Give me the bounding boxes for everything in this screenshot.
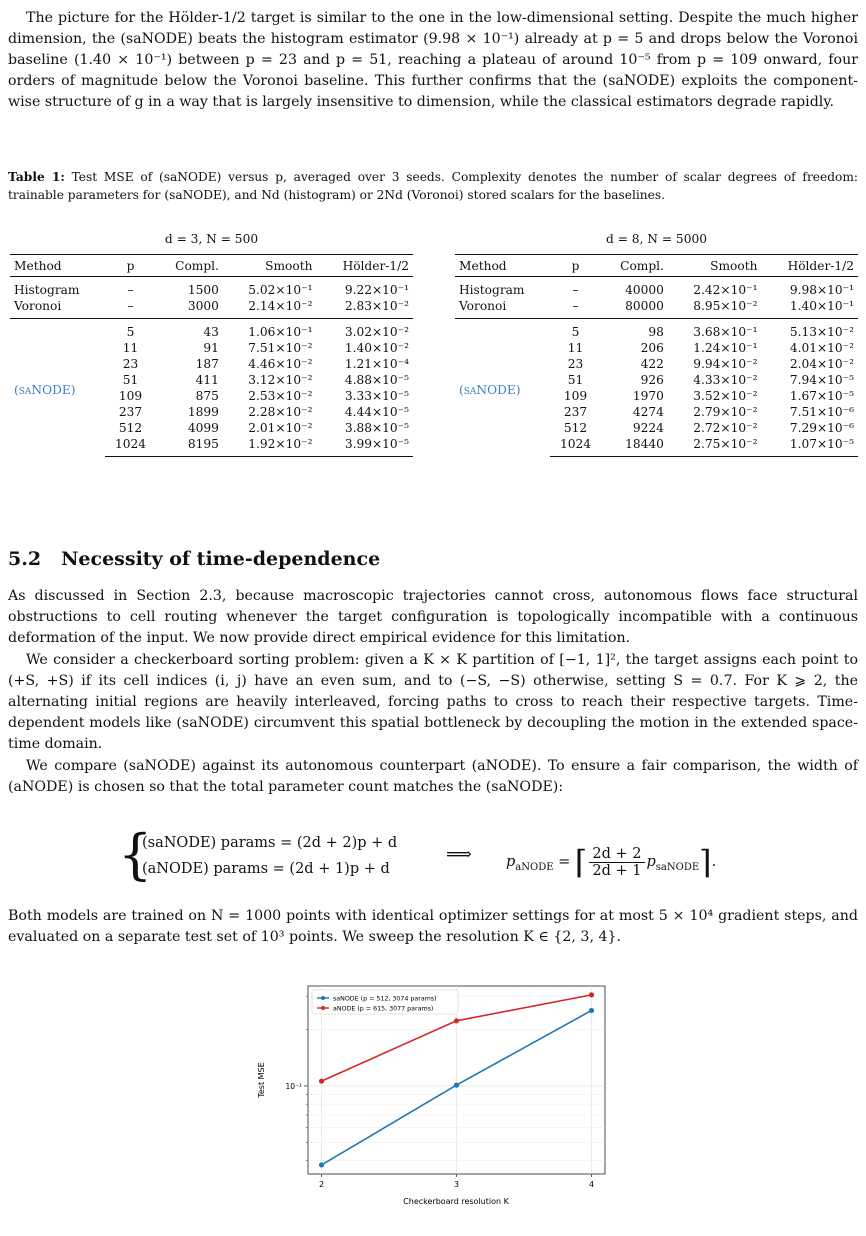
smooth-cell: 3.68×10⁻¹	[693, 325, 758, 339]
smooth-cell: 3.52×10⁻²	[693, 389, 758, 403]
smooth-cell: 2.28×10⁻²	[248, 405, 313, 419]
p-cell: 109	[118, 389, 143, 403]
equation-rhs-sub: saNODE	[655, 861, 700, 873]
p-cell: –	[550, 298, 601, 319]
parameter-equation	[118, 823, 768, 889]
baseline-row	[455, 298, 858, 319]
mse-chart	[250, 974, 620, 1214]
smooth-cell: 4.33×10⁻²	[693, 373, 758, 387]
table-caption	[8, 168, 858, 204]
equation-result: $p_{aNODE}$ = ⌈ $\frac{2d + 2}{2d + 1}$ $p_{saNODE}⌉$.	[506, 843, 717, 881]
complexity-cell: 926	[640, 373, 664, 387]
holder-cell: 1.67×10⁻⁵	[789, 389, 854, 403]
p-cell: 51	[122, 373, 139, 387]
p-cell: 512	[563, 421, 588, 435]
table-row	[10, 319, 413, 341]
section-number: 5.2	[8, 548, 42, 570]
smooth-cell: 1.24×10⁻¹	[693, 341, 758, 355]
smooth-cell: 2.72×10⁻²	[693, 421, 758, 435]
table-d3	[10, 228, 413, 457]
chart-legend	[312, 990, 458, 1014]
holder-cell: 7.29×10⁻⁶	[789, 421, 854, 435]
holder-cell: 1.21×10⁻⁴	[344, 357, 409, 371]
header-holder: Hölder-1/2	[761, 255, 858, 277]
smooth-cell: 2.42×10⁻¹	[693, 283, 758, 297]
paragraph-intro: As discussed in Section 2.3, because macroscopic trajectories cannot cross, autonomous flows face structural obstructions to cell routing whenever the target configuration is topologically incompatible with a continuous deformation of the input. We now provide direct empirical evidence for this limitation.	[8, 588, 858, 646]
complexity-cell: 98	[648, 325, 664, 339]
baseline-row	[10, 277, 413, 299]
table-d8	[455, 228, 858, 457]
header-complexity: Compl.	[601, 255, 668, 277]
complexity-cell: 422	[640, 357, 664, 371]
paragraph-training: Both models are trained on N = 1000 points with identical optimizer settings for at most 5 × 10⁴ gradient steps, and evaluated on a separate test set of 10³ points. We sweep the resolution K ∈ {2, 3, 4}.	[8, 908, 858, 945]
equation-rhs: p	[646, 854, 656, 870]
p-cell: 109	[563, 389, 588, 403]
holder-cell: 2.83×10⁻²	[316, 298, 413, 319]
header-smooth: Smooth	[668, 255, 762, 277]
y-tick-label: 10⁻¹	[285, 1081, 302, 1091]
complexity-cell: 91	[203, 341, 219, 355]
table-d3-title: d = 3, N = 500	[164, 232, 259, 246]
table-row	[455, 319, 858, 341]
complexity-cell: 40000	[625, 283, 664, 297]
holder-cell: 3.33×10⁻⁵	[344, 389, 409, 403]
equation-fraction	[589, 846, 644, 879]
method-cell: (saNODE)	[14, 383, 76, 398]
header-p: p	[550, 255, 601, 277]
holder-cell: 3.99×10⁻⁵	[316, 436, 413, 457]
holder-cell: 1.40×10⁻¹	[761, 298, 858, 319]
p-cell: 5	[126, 325, 135, 339]
implies-arrow: ⟹	[446, 844, 472, 865]
p-cell: 5	[571, 325, 580, 339]
holder-cell: 3.02×10⁻²	[344, 325, 409, 339]
holder-cell: 3.88×10⁻⁵	[344, 421, 409, 435]
smooth-cell: 8.95×10⁻²	[668, 298, 762, 319]
smooth-cell: 4.46×10⁻²	[248, 357, 313, 371]
complexity-cell: 206	[640, 341, 664, 355]
p-cell: –	[105, 298, 156, 319]
smooth-cell: 2.14×10⁻²	[223, 298, 317, 319]
holder-cell: 4.44×10⁻⁵	[344, 405, 409, 419]
complexity-cell: 3000	[156, 298, 223, 319]
paragraph-compare: We compare (saNODE) against its autonomous counterpart (aNODE). To ensure a fair comparison, the width of (aNODE) is chosen so that the total parameter count matches the (saNODE):	[8, 758, 858, 795]
smooth-cell: 3.12×10⁻²	[248, 373, 313, 387]
method-cell: Voronoi	[455, 298, 550, 319]
smooth-cell: 7.51×10⁻²	[248, 341, 313, 355]
holder-cell: 1.40×10⁻²	[344, 341, 409, 355]
x-tick-label: 3	[453, 1180, 460, 1189]
p-cell: 237	[118, 405, 143, 419]
header-complexity: Compl.	[156, 255, 223, 277]
header-method: Method	[10, 255, 105, 277]
complexity-cell: 187	[195, 357, 219, 371]
data-point	[454, 1018, 459, 1023]
data-point	[319, 1079, 324, 1084]
legend-marker	[321, 996, 325, 1000]
baseline-row	[455, 277, 858, 299]
complexity-cell: 4099	[187, 421, 219, 435]
p-cell: 237	[563, 405, 588, 419]
header-method: Method	[455, 255, 550, 277]
data-point	[589, 1008, 594, 1013]
table-d8-title: d = 8, N = 5000	[606, 232, 707, 246]
equation-lhs: p	[506, 854, 516, 870]
holder-cell: 4.01×10⁻²	[789, 341, 854, 355]
x-tick-label: 2	[318, 1180, 325, 1189]
p-cell: 1024	[105, 436, 156, 457]
baseline-row	[10, 298, 413, 319]
fraction-numerator: 2d + 2	[589, 846, 644, 863]
smooth-cell: 5.02×10⁻¹	[248, 283, 313, 297]
p-cell: 23	[122, 357, 139, 371]
equation-brace: {	[118, 823, 153, 886]
complexity-cell: 4274	[632, 405, 664, 419]
smooth-cell: 2.01×10⁻²	[248, 421, 313, 435]
holder-cell: 7.51×10⁻⁶	[789, 405, 854, 419]
p-cell: 1024	[550, 436, 601, 457]
chart-y-label: Test MSE	[257, 1062, 266, 1098]
complexity-cell: 1970	[632, 389, 664, 403]
data-point	[589, 992, 594, 997]
header-smooth: Smooth	[223, 255, 317, 277]
p-cell: 512	[118, 421, 143, 435]
smooth-cell: 1.92×10⁻²	[223, 436, 317, 457]
method-cell: Histogram	[14, 283, 80, 297]
holder-cell: 4.88×10⁻⁵	[344, 373, 409, 387]
complexity-cell: 43	[203, 325, 219, 339]
equation-row-sanode: (saNODE) params = (2d + 2)p + d	[142, 835, 398, 851]
holder-cell: 9.98×10⁻¹	[789, 283, 854, 297]
smooth-cell: 2.75×10⁻²	[668, 436, 762, 457]
p-cell: –	[572, 283, 579, 297]
smooth-cell: 2.53×10⁻²	[248, 389, 313, 403]
section-heading	[8, 548, 380, 570]
table-caption-text: Test MSE of (saNODE) versus p, averaged over 3 seeds. Complexity denotes the number of scalar degrees of freedom: trainable parameters for (saNODE), and Nd (histogram) or 2Nd (Voronoi) stored scalars for the baselines.	[8, 170, 858, 202]
complexity-cell: 1899	[187, 405, 219, 419]
fraction-denominator: 2d + 1	[592, 862, 642, 879]
holder-cell: 1.07×10⁻⁵	[761, 436, 858, 457]
p-cell: 11	[567, 341, 584, 355]
paragraph-holder-results: The picture for the Hölder-1/2 target is similar to the one in the low-dimensional setting. Despite the much higher dimension, the (saNODE) beats the histogram estimator (9.98 × 10⁻¹) already at p = 5 and drops below the Voronoi baseline (1.40 × 10⁻¹) between p = 23 and p = 51, reaching a plateau of around 10⁻⁵ from p = 109 onward, four orders of magnitude below the Voronoi baseline. This further confirms that the (saNODE) exploits the component-wise structure of g in a way that is largely insensitive to dimension, while the classical estimators degrade rapidly.	[8, 10, 858, 110]
legend-entry: saNODE (p = 512, 3074 params)	[333, 995, 437, 1003]
p-cell: –	[127, 283, 134, 297]
equation-lhs-sub: aNODE	[515, 861, 554, 873]
method-cell: Histogram	[459, 283, 525, 297]
method-cell: Voronoi	[10, 298, 105, 319]
complexity-cell: 18440	[601, 436, 668, 457]
holder-cell: 9.22×10⁻¹	[344, 283, 409, 297]
data-point	[319, 1162, 324, 1167]
complexity-cell: 80000	[601, 298, 668, 319]
complexity-cell: 8195	[156, 436, 223, 457]
paragraph-checkerboard: We consider a checkerboard sorting problem: given a K × K partition of [−1, 1]², the target assigns each point to (+S, +S) if its cell indices (i, j) have an even sum, and to (−S, −S) otherwise, setting S = 0.7. For K ⩾ 2, the alternating initial regions are heavily interleaved, forcing paths to cross to reach their respective targets. Time-dependent models like (saNODE) circumvent this spatial bottleneck by decoupling the motion in the extended space-time domain.	[8, 652, 858, 752]
section-title: Necessity of time-dependence	[61, 548, 381, 570]
table-caption-label: Table 1:	[8, 170, 65, 184]
legend-entry: aNODE (p = 615, 3077 params)	[333, 1005, 434, 1013]
p-cell: 11	[122, 341, 139, 355]
smooth-cell: 9.94×10⁻²	[693, 357, 758, 371]
smooth-cell: 2.79×10⁻²	[693, 405, 758, 419]
p-cell: 51	[567, 373, 584, 387]
holder-cell: 7.94×10⁻⁵	[789, 373, 854, 387]
x-tick-label: 4	[588, 1180, 595, 1189]
smooth-cell: 1.06×10⁻¹	[248, 325, 313, 339]
p-cell: 23	[567, 357, 584, 371]
complexity-cell: 9224	[632, 421, 664, 435]
complexity-cell: 411	[195, 373, 219, 387]
method-cell: (saNODE)	[459, 383, 521, 398]
chart-x-label: Checkerboard resolution K	[403, 1197, 509, 1206]
header-holder: Hölder-1/2	[316, 255, 413, 277]
header-p: p	[105, 255, 156, 277]
data-point	[454, 1083, 459, 1088]
holder-cell: 2.04×10⁻²	[789, 357, 854, 371]
legend-marker	[321, 1006, 325, 1010]
complexity-cell: 875	[195, 389, 219, 403]
equation-row-anode: (aNODE) params = (2d + 1)p + d	[142, 861, 390, 877]
holder-cell: 5.13×10⁻²	[789, 325, 854, 339]
complexity-cell: 1500	[187, 283, 219, 297]
